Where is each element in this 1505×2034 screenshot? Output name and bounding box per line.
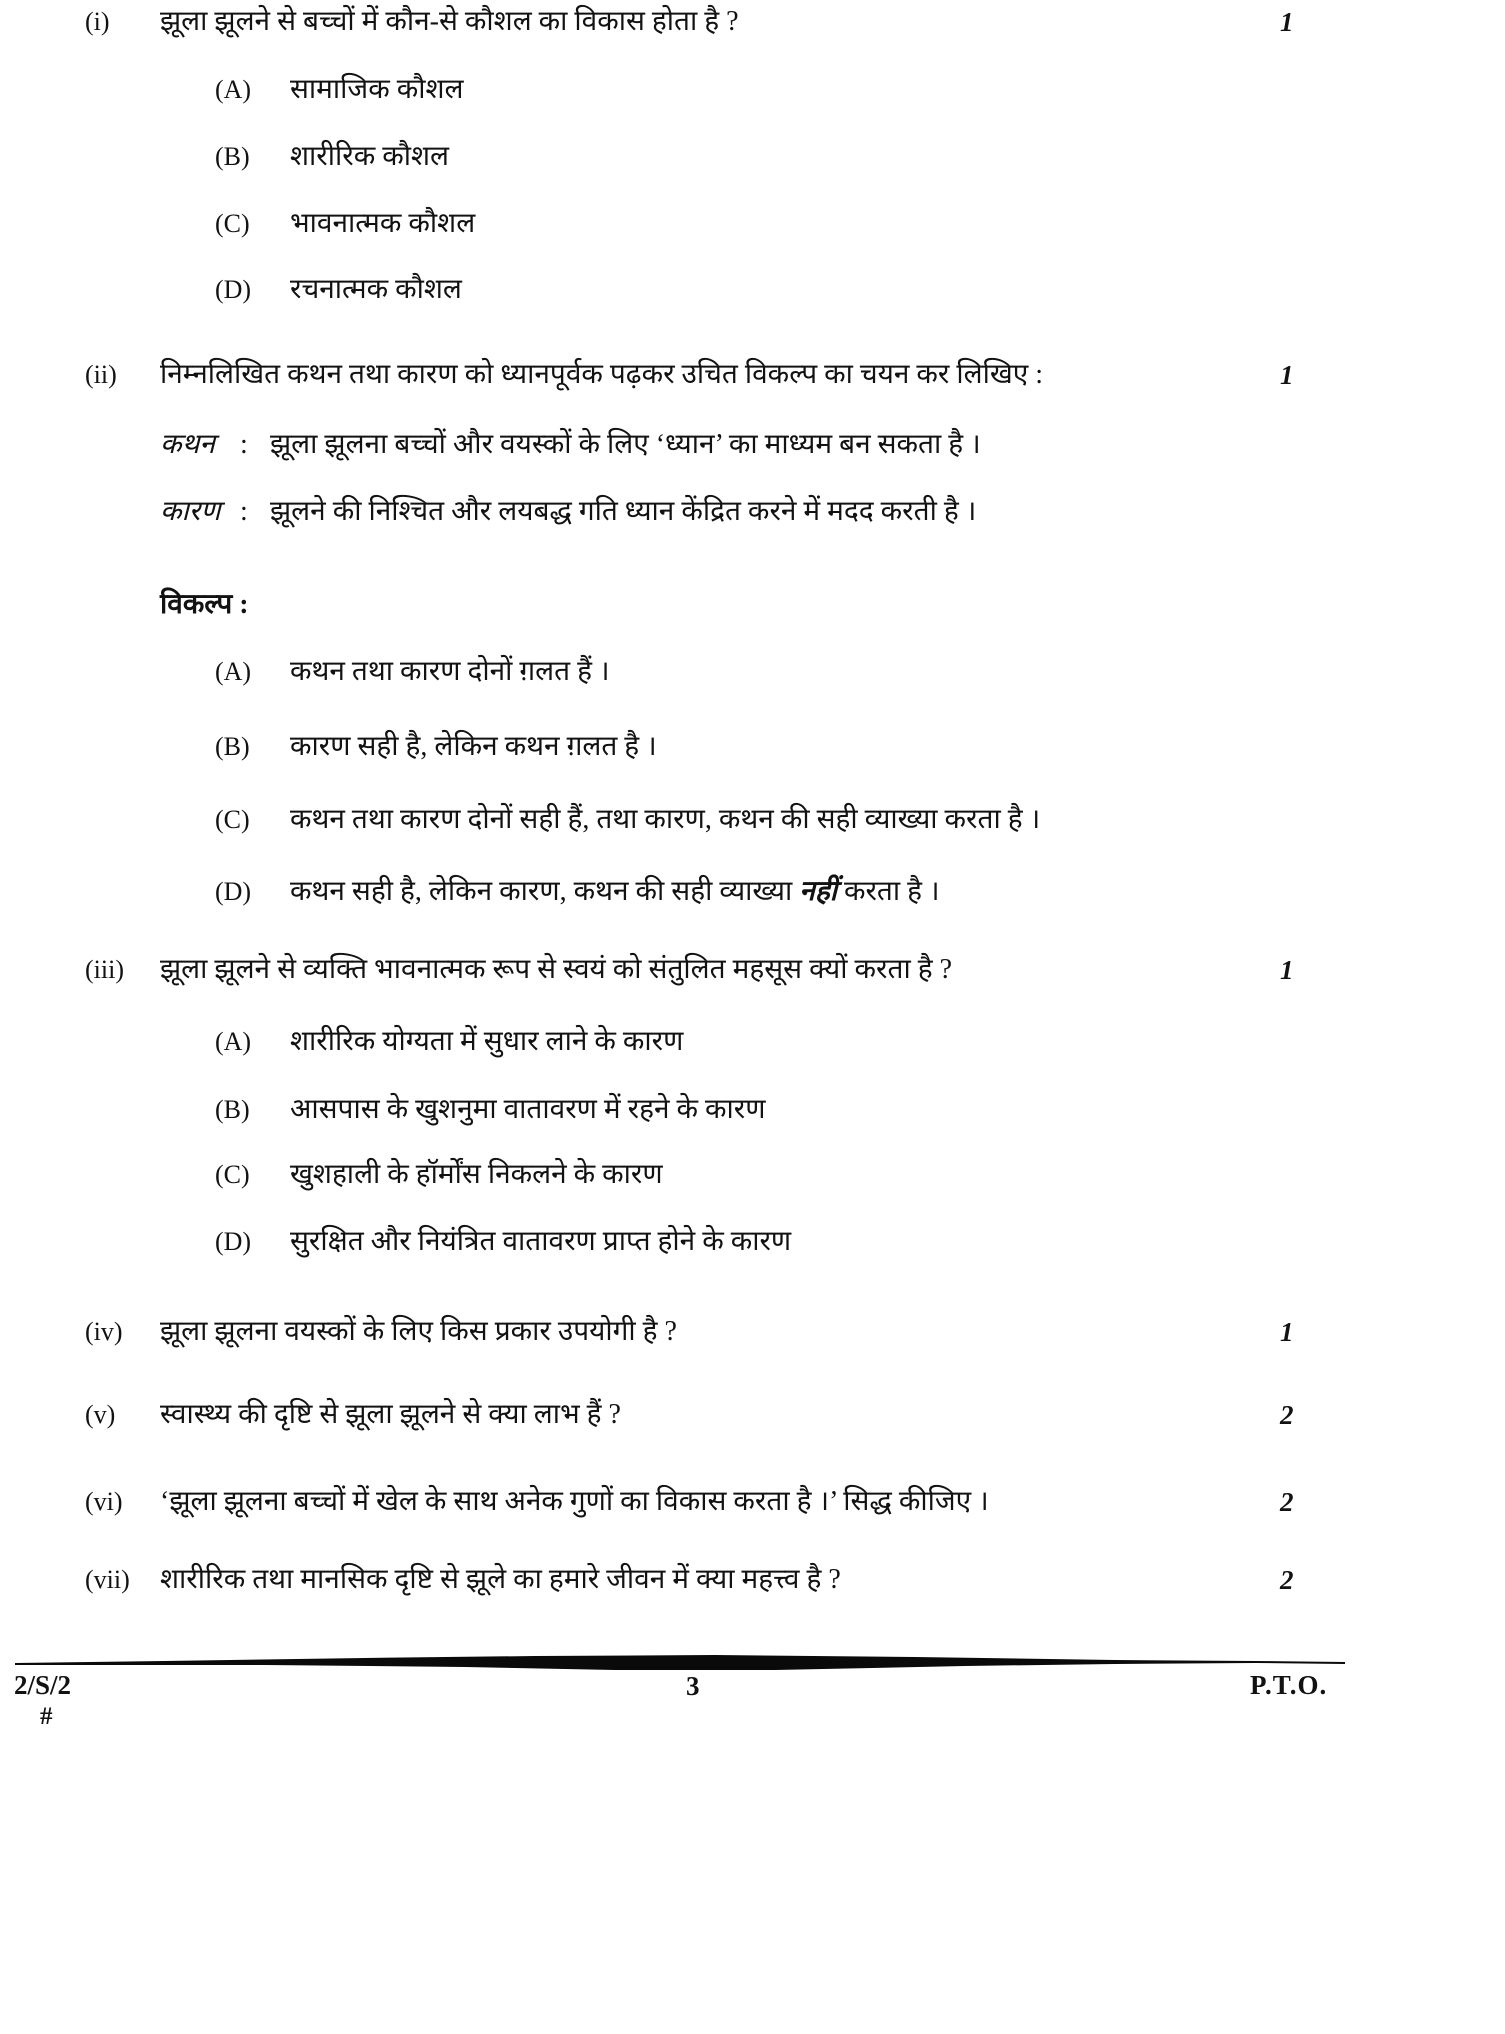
option-text: शारीरिक योग्यता में सुधार लाने के कारण: [290, 1026, 684, 1057]
option-label: (A): [215, 1027, 252, 1056]
option-text: रचनात्मक कौशल: [290, 274, 462, 305]
option-label: (A): [215, 75, 252, 104]
option-text: आसपास के खुशनुमा वातावरण में रहने के कारण: [290, 1094, 766, 1125]
option-text: [290, 870, 940, 914]
marks-value: 2: [1280, 1487, 1294, 1517]
assertion-row: [0, 423, 1505, 467]
question-number: (iii): [85, 955, 124, 984]
options-heading: विकल्प :: [160, 589, 249, 620]
footer-rule: [15, 1655, 1345, 1673]
option-text: खुशहाली के हॉर्मोंस निकलने के कारण: [290, 1159, 663, 1190]
question-i: [0, 0, 1505, 44]
option-row: [0, 1220, 1505, 1264]
marks-value: 1: [1280, 7, 1294, 37]
question-text: निम्नलिखित कथन तथा कारण को ध्यानपूर्वक पढ़कर उचित विकल्प का चयन कर लिखिए :: [160, 359, 1044, 390]
question-text: झूला झूलने से बच्चों में कौन-से कौशल का विकास होता है ?: [160, 6, 739, 37]
option-label: (B): [215, 1095, 250, 1124]
option-text: सामाजिक कौशल: [290, 74, 464, 105]
question-text: स्वास्थ्य की दृष्टि से झूला झूलने से क्या लाभ हैं ?: [160, 1399, 621, 1430]
option-row: [0, 798, 1505, 842]
option-label: (C): [215, 805, 250, 834]
option-row: [0, 135, 1505, 179]
question-vii: [0, 1558, 1505, 1602]
question-vi: [0, 1480, 1505, 1524]
page-number: 3: [686, 1671, 700, 1701]
option-label: (D): [215, 275, 252, 304]
question-iv: [0, 1310, 1505, 1354]
option-label: (C): [215, 1160, 250, 1189]
option-label: (D): [215, 877, 252, 906]
option-row: [0, 870, 1505, 914]
reason-row: [0, 490, 1505, 534]
options-heading-row: [0, 583, 1505, 627]
assertion-text: झूला झूलना बच्चों और वयस्कों के लिए ‘ध्यान’ का माध्यम बन सकता है ।: [270, 429, 981, 460]
question-ii: [0, 353, 1505, 397]
option-text-pre: कथन सही है, लेकिन कारण, कथन की सही व्याख्या: [290, 876, 800, 907]
marks-value: 1: [1280, 955, 1294, 985]
marks-value: 2: [1280, 1400, 1294, 1430]
option-row: [0, 1020, 1505, 1064]
assertion-label: कथन: [160, 429, 215, 460]
set-mark: #: [40, 1703, 53, 1730]
marks-value: 2: [1280, 1565, 1294, 1595]
question-text: झूला झूलने से व्यक्ति भावनात्मक रूप से स्वयं को संतुलित महसूस क्यों करता है ?: [160, 954, 953, 985]
option-text: सुरक्षित और नियंत्रित वातावरण प्राप्त होने के कारण: [290, 1226, 792, 1257]
option-text: कथन तथा कारण दोनों सही हैं, तथा कारण, कथन की सही व्याख्या करता है ।: [290, 804, 1041, 835]
option-text: कारण सही है, लेकिन कथन ग़लत है ।: [290, 731, 657, 762]
option-label: (C): [215, 209, 250, 238]
reason-text: झूलने की निश्चित और लयबद्ध गति ध्यान केंद्रित करने में मदद करती है ।: [270, 496, 977, 527]
option-text-post: करता है ।: [836, 876, 940, 907]
question-iii: [0, 948, 1505, 992]
colon: :: [240, 496, 248, 527]
option-row: [0, 268, 1505, 312]
option-row: [0, 68, 1505, 112]
option-row: [0, 725, 1505, 769]
question-number: (v): [85, 1400, 116, 1429]
marks-value: 1: [1280, 360, 1294, 390]
option-text: भावनात्मक कौशल: [290, 208, 476, 239]
option-label: (B): [215, 142, 250, 171]
option-label: (D): [215, 1227, 252, 1256]
marks-value: 1: [1280, 1317, 1294, 1347]
question-text: शारीरिक तथा मानसिक दृष्टि से झूले का हमारे जीवन में क्या महत्त्व है ?: [160, 1564, 841, 1595]
option-label: (B): [215, 732, 250, 761]
colon: :: [240, 429, 248, 460]
question-v: [0, 1393, 1505, 1437]
question-number: (vi): [85, 1487, 123, 1516]
reason-label: कारण: [160, 496, 221, 527]
question-number: (iv): [85, 1317, 123, 1346]
option-row: [0, 650, 1505, 694]
question-number: (ii): [85, 360, 117, 389]
option-row: [0, 1088, 1505, 1132]
option-text: कथन तथा कारण दोनों ग़लत हैं ।: [290, 656, 610, 687]
question-text: झूला झूलना वयस्कों के लिए किस प्रकार उपयोगी है ?: [160, 1316, 677, 1347]
option-row: [0, 1153, 1505, 1197]
option-label: (A): [215, 657, 252, 686]
question-number: (i): [85, 7, 110, 36]
question-number: (vii): [85, 1565, 130, 1594]
pto-label: P.T.O.: [1250, 1670, 1328, 1700]
option-text: शारीरिक कौशल: [290, 141, 449, 172]
question-text: ‘झूला झूलना बच्चों में खेल के साथ अनेक गुणों का विकास करता है ।’ सिद्ध कीजिए ।: [160, 1486, 989, 1517]
option-text-emphasis: नहीं: [799, 876, 837, 907]
option-row: [0, 202, 1505, 246]
paper-code: 2/S/2: [14, 1670, 72, 1700]
